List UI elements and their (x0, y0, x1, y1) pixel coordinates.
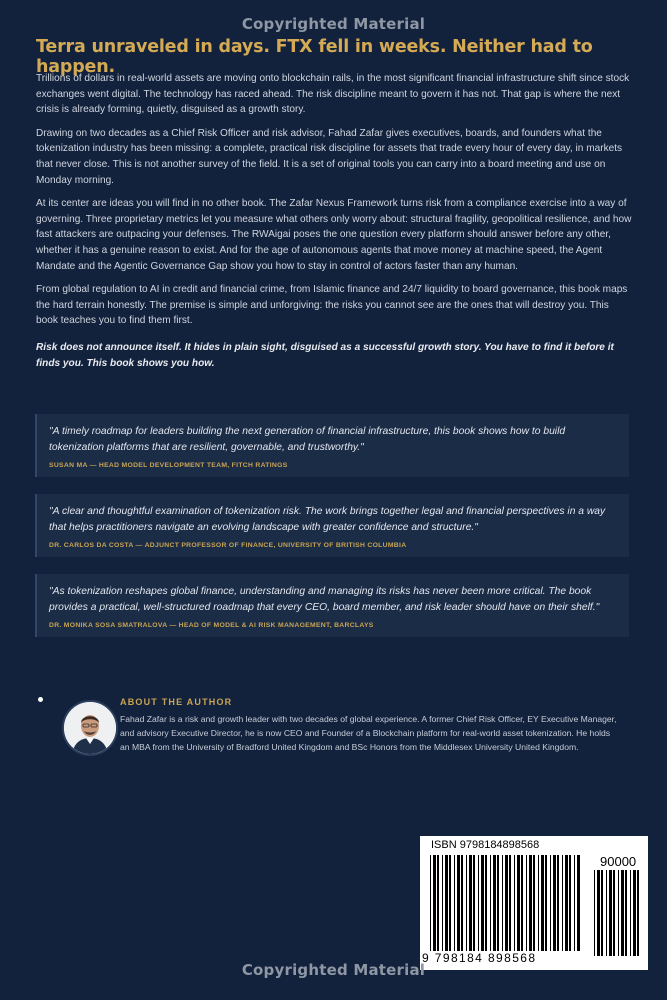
author-bio: Fahad Zafar is a risk and growth leader with two decades of global experience. A former Chief Risk Officer, EY Executive Manager, and advisory Executive Director, he is now CEO and Founder of a Blockchain platform for real-world asset tokenization. He holds an MBA from the University of Bradford United Kingdom and BSc Honors from the Middlesex University United Kingdom. (120, 714, 617, 753)
blurb-body (36, 71, 632, 379)
endorsements (35, 414, 629, 654)
blurb-closing: Risk does not announce itself. It hides in plain sight, disguised as a successful growth story. You have to find it before it finds you. This book shows you how. (36, 341, 614, 369)
barcode-bar (609, 870, 612, 956)
endorsement-box (35, 494, 629, 557)
barcode-bar (509, 855, 511, 951)
barcode-bar (485, 855, 487, 951)
barcode-icon (420, 836, 648, 970)
endorsement-text: "A timely roadmap for leaders building the next generation of financial infrastructure, this book shows how to build tokenization platforms that are resilient, governable, and trustworthy." (49, 426, 566, 453)
barcode-bar (618, 870, 619, 956)
watermark-top: Copyrighted Material (241, 15, 426, 33)
barcode-bar (466, 855, 467, 951)
barcode-bar (454, 855, 455, 951)
barcode-bar (433, 855, 436, 951)
barcode-bar (481, 855, 484, 951)
barcode-bar (526, 855, 527, 951)
barcode-bar (621, 870, 624, 956)
isbn-barcode (420, 836, 648, 970)
barcode-bar (574, 855, 575, 951)
barcode-bar (637, 870, 639, 956)
blurb-paragraph: Drawing on two decades as a Chief Risk Officer and risk advisor, Fahad Zafar gives executives, boards, and founders what the tokenization industry has been missing: a complete, practical risk discipline for assets that trade every hour of every day, in markets that never close. This is not another survey of the field. It is a set of original tools you can carry into a board meeting and use on Monday morning. (36, 127, 623, 186)
barcode-bar (469, 855, 472, 951)
barcode-bar (553, 855, 556, 951)
barcode-bar (514, 855, 515, 951)
endorsement-box (35, 414, 629, 477)
barcode-bar (569, 855, 571, 951)
barcode-bar (613, 870, 615, 956)
barcode-bar (490, 855, 491, 951)
barcode-bar (630, 870, 631, 956)
blurb-paragraph: From global regulation to AI in credit and financial crime, from Islamic finance and 24/7 liquidity to board governance, this book maps the hard terrain honestly. The premise is simple and unforgiving: the risks you cannot see are the ones that will destroy you. This book teaches you to find them first. (36, 284, 628, 327)
blurb-paragraph: At its center are ideas you will find in no other book. The Zafar Nexus Framework turns risk from a compliance exercise into a way of governing. Three proprietary metrics let you measure what others only worry about: structural fragility, geopolitical resilience, and how fast attackers are outpacing your defenses. The RWAigai poses the one question every platform should answer before any other, whether it has a genuine reason to exist. And for the age of autonomous agents that move money at machine speed, the Agent Mandate and the Agentic Governance Gap show you how to stay in control of actors faster than any human. (36, 198, 632, 272)
barcode-bar (625, 870, 627, 956)
barcode-bar (521, 855, 523, 951)
blurb-paragraph: Trillions of dollars in real-world assets are moving onto blockchain rails, in the most significant financial infrastructure shift since stock exchanges went digital. The technology has raced ahead. The risk discipline meant to govern it has not. That gap is where the next crisis is already forming, quietly, disguised as a growth story. (36, 73, 630, 116)
barcode-bar (457, 855, 460, 951)
barcode-bar (538, 855, 539, 951)
barcode-bar (562, 855, 563, 951)
barcode-bar (545, 855, 547, 951)
barcode-bar (505, 855, 508, 951)
barcode-bar (565, 855, 568, 951)
endorsement-attribution: DR. MONIKA SOSA SMATRALOVA — HEAD OF MODEL & AI RISK MANAGEMENT, BARCLAYS (49, 622, 374, 629)
barcode-bar (473, 855, 475, 951)
barcode-bar (557, 855, 559, 951)
barcode-bar (430, 855, 431, 951)
barcode-bar (461, 855, 463, 951)
endorsement-text: "As tokenization reshapes global finance, understanding and managing its risks has never been more critical. The book provides a practical, well-structured roadmap that every CEO, board member, and risk leader should have on their shelf." (49, 586, 600, 613)
barcode-bar (541, 855, 544, 951)
barcode-bar (597, 870, 600, 956)
barcode-bar (442, 855, 443, 951)
watermark-bottom: Copyrighted Material (241, 961, 426, 979)
barcode-bar (601, 870, 603, 956)
about-author-heading: ABOUT THE AUTHOR (120, 697, 233, 707)
barcode-bar (533, 855, 535, 951)
barcode-bar (606, 870, 607, 956)
barcode-bar (449, 855, 451, 951)
barcode-bar (633, 870, 636, 956)
barcode-bar (437, 855, 439, 951)
barcode-bar (577, 855, 580, 951)
author-photo (62, 700, 118, 756)
barcode-bar (594, 870, 595, 956)
decorative-dot (38, 697, 43, 702)
endorsement-text: "A clear and thoughtful examination of tokenization risk. The work brings together legal and financial perspectives in a way that helps practitioners navigate an evolving landscape with greater confidence and structure." (49, 506, 606, 533)
price-code: 90000 (600, 854, 637, 869)
headline: Terra unraveled in days. FTX fell in weeks. Neither had to happen. (36, 37, 593, 77)
barcode-bar (445, 855, 448, 951)
barcode-bar (493, 855, 496, 951)
endorsement-attribution: DR. CARLOS DA COSTA — ADJUNCT PROFESSOR OF FINANCE, UNIVERSITY OF BRITISH COLUMBIA (49, 542, 407, 549)
barcode-bar (502, 855, 503, 951)
barcode-bar (517, 855, 520, 951)
barcode-bar (478, 855, 479, 951)
barcode-bar (529, 855, 532, 951)
endorsement-attribution: SUSAN MA — HEAD MODEL DEVELOPMENT TEAM, FITCH RATINGS (49, 462, 288, 469)
author-portrait-icon (64, 702, 116, 754)
isbn-digits: 9 798184 898568 (422, 951, 537, 965)
barcode-bar (550, 855, 551, 951)
isbn-label: ISBN 9798184898568 (431, 839, 540, 851)
barcode-bar (497, 855, 499, 951)
endorsement-box (35, 574, 629, 637)
